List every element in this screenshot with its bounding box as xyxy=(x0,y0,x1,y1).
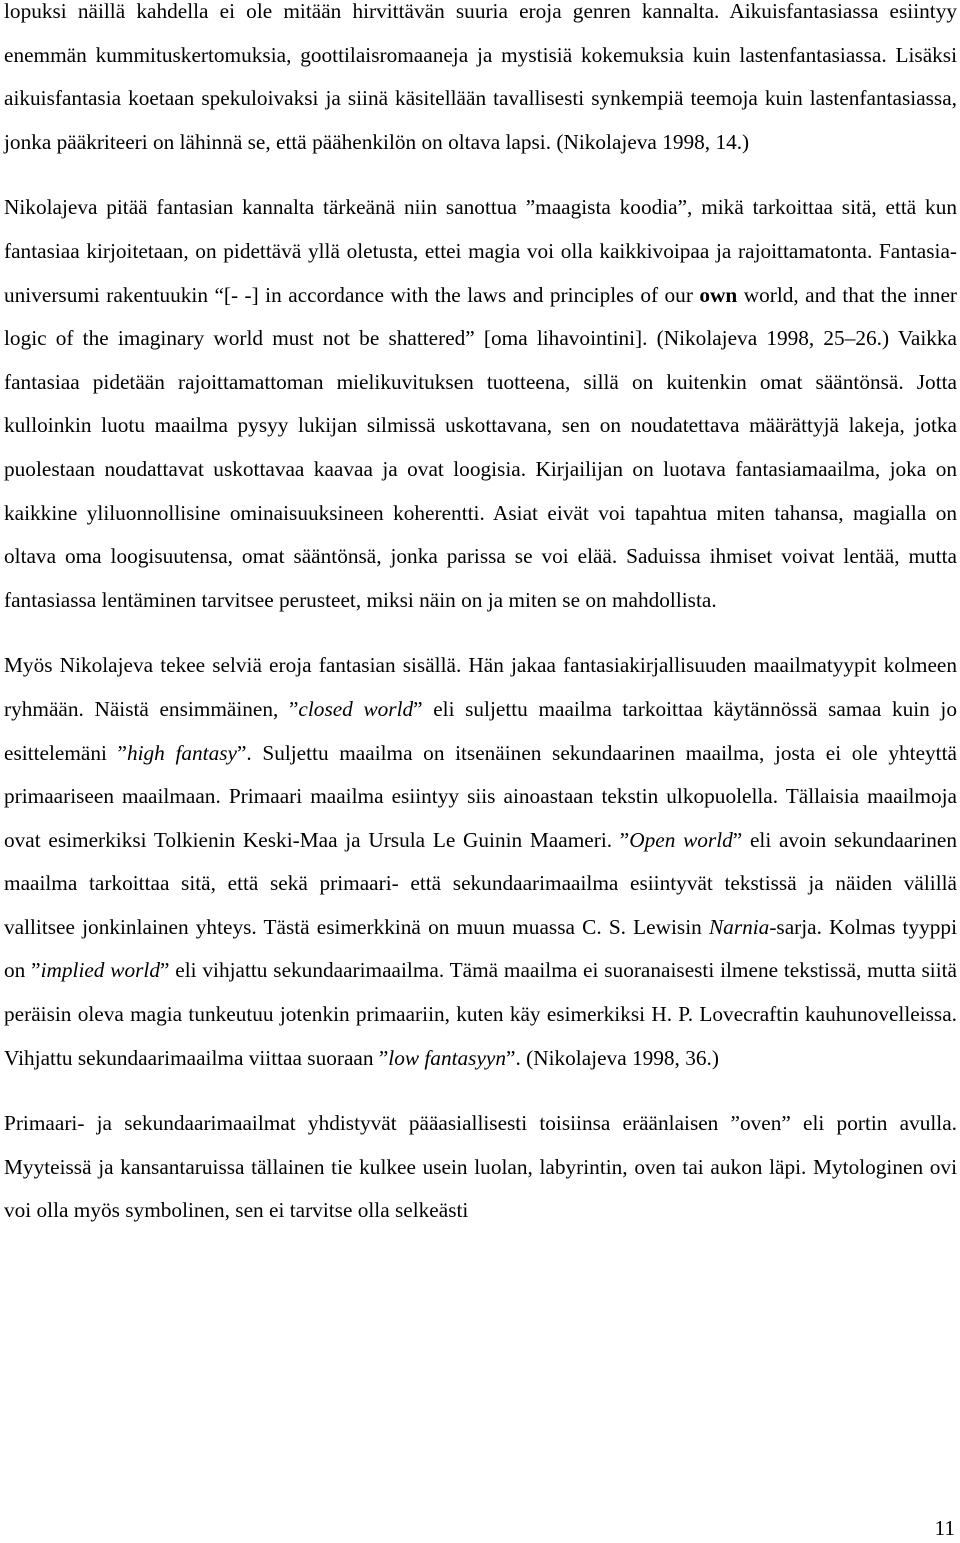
paragraph-1 xyxy=(4,0,957,164)
document-page xyxy=(4,0,957,1233)
text-run: -sarja. Kolmas tyyppi on ” xyxy=(4,914,957,983)
text-run: ”. (Nikolajeva 1998, 36.) xyxy=(506,1045,719,1070)
italic-text-run: Narnia xyxy=(708,914,770,939)
bold-text-run: own xyxy=(699,282,738,307)
text-run: ”. Suljettu maailma on itsenäinen sekundaarinen maailma, josta ei ole yhteyttä primaariseen maailmaan. Primaari maailma esiintyy siis ainoastaan tekstin ulkopuolella. Tällaisia maailmoja ovat esimerkiksi Tolkienin Keski-Maa ja Ursula Le Guinin Maameri. ” xyxy=(4,740,957,852)
italic-text-run: closed world xyxy=(298,696,414,721)
paragraph-4 xyxy=(4,1102,957,1233)
text-run: world, and that the inner logic of the imaginary world must not be shattered” [oma lihavointini]. (Nikolajeva 1998, 25–26.) Vaikka fantasiaa pidetään rajoittamattoman mielikuvituksen tuotteena, sillä on kuitenkin omat sääntönsä. Jotta kulloinkin luotu maailma pysyy lukijan silmissä uskottavana, sen on noudatettava määrättyjä lakeja, jotka puolestaan noudattavat uskottavaa kaavaa ja ovat loogisia. Kirjailijan on luotava fantasiamaailma, joka on kaikkine yliluonnollisine ominaisuuksineen koherentti. Asiat eivät voi tapahtua miten tahansa, magialla on oltava oma loogisuutensa, omat sääntönsä, jonka parissa se voi elää. Saduissa ihmiset voivat lentää, mutta fantasiassa lentäminen tarvitsee perusteet, miksi näin on ja miten se on mahdollista. xyxy=(4,282,957,612)
text-run: ” eli vihjattu sekundaarimaailma. Tämä maailma ei suoranaisesti ilmene tekstissä, mutta siitä peräisin oleva magia tunkeutuu jotenkin primaariin, kuten käy esimerkiksi H. P. Lovecraftin kauhunovelleissa. Vihjattu sekundaarimaailma viittaa suoraan ” xyxy=(4,958,957,1070)
italic-text-run: implied world xyxy=(40,958,160,983)
page-number: 11 xyxy=(934,1516,955,1540)
italic-text-run: Open world xyxy=(629,827,733,852)
italic-text-run: high fantasy xyxy=(126,740,237,765)
text-run: ” eli avoin sekundaarinen maailma tarkoittaa sitä, että sekä primaari- että sekundaarimaailma esiintyvät tekstissä ja näiden välillä vallitsee jonkinlainen yhteys. Tästä esimerkkinä on muun muassa C. S. Lewisin xyxy=(4,827,957,939)
text-run: ” eli suljettu maailma tarkoittaa käytännössä samaa kuin jo esittelemäni ” xyxy=(4,696,957,765)
text-run: lopuksi näillä kahdella ei ole mitään hirvittävän suuria eroja genren kannalta. Aikuisfantasiassa esiintyy enemmän kummituskertomuksia, goottilaisromaaneja ja mystisiä kokemuksia kuin lastenfantasiassa. Lisäksi aikuisfantasia koetaan spekuloivaksi ja siinä käsitellään tavallisesti synkempiä teemoja kuin lastenfantasiassa, jonka pääkriteeri on lähinnä se, että päähenkilön on oltava lapsi. (Nikolajeva 1998, 14.) xyxy=(4,0,957,154)
paragraph-2 xyxy=(4,186,957,622)
text-run: Myös Nikolajeva tekee selviä eroja fantasian sisällä. Hän jakaa fantasiakirjallisuuden maailmatyypit kolmeen ryhmään. Näistä ensimmäinen, ” xyxy=(4,653,957,721)
text-run: Primaari- ja sekundaarimaailmat yhdistyvät pääasiallisesti toisiinsa eräänlaisen ”oven” eli portin avulla. Myyteissä ja kansantaruissa tällainen tie kulkee usein luolan, labyrintin, oven tai aukon läpi. Mytologinen ovi voi olla myös symbolinen, sen ei tarvitse olla selkeästi xyxy=(4,1111,957,1223)
italic-text-run: low fantasyyn xyxy=(388,1045,507,1070)
text-run: Nikolajeva pitää fantasian kannalta tärkeänä niin sanottua ”maagista koodia”, mikä tarkoittaa sitä, että kun fantasiaa kirjoitetaan, on pidettävä yllä oletusta, ettei magia voi olla kaikkivoipaa ja rajoittamatonta. Fantasia-universumi rakentuukin “[- -] in accordance with the laws and principles of our xyxy=(4,195,957,307)
paragraph-3 xyxy=(4,644,957,1080)
